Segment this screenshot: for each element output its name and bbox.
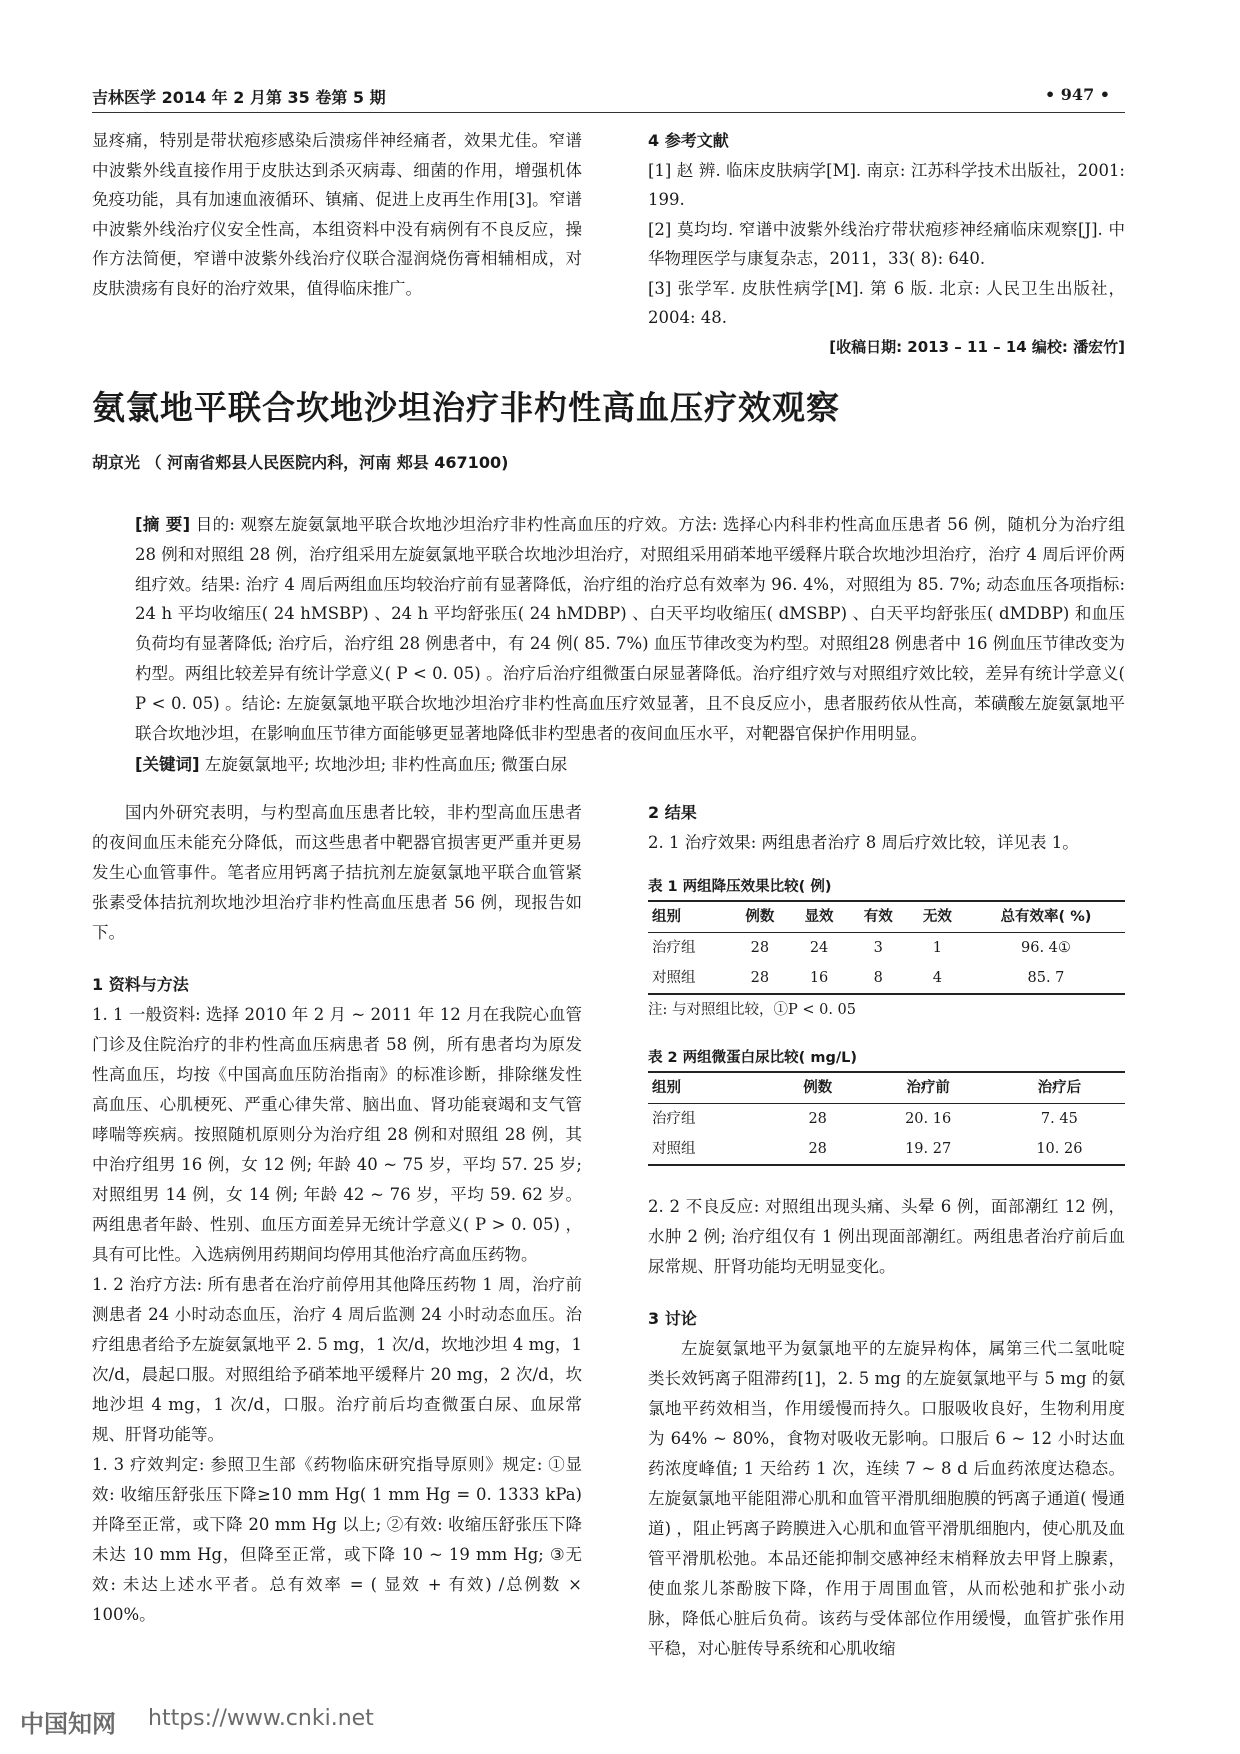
intro-paragraph: 国内外研究表明，与杓型高血压患者比较，非杓型高血压患者的夜间血压未能充分降低，而这些患者中靶器官损害更严重并更易发生心血管事件。笔者应用钙离子拮抗剂左旋氨氯地平联合血管紧张素受体拮抗剂坎地沙坦治疗非杓性高血压患者 56 例，现报告如下。 bbox=[92, 803, 582, 942]
table-cell: 20. 16 bbox=[905, 1111, 952, 1127]
body-left-column bbox=[92, 798, 582, 1630]
table-row bbox=[648, 933, 1125, 964]
table-header-cell: 总有效率( %) bbox=[967, 901, 1125, 933]
table-cell: 96. 4① bbox=[1021, 940, 1071, 956]
section-heading: 2 结果 bbox=[648, 803, 697, 822]
table-2 bbox=[648, 1045, 1125, 1166]
table-header-row bbox=[648, 901, 1125, 933]
table-caption: 表 2 两组微蛋白尿比较( mg/L) bbox=[648, 1050, 858, 1066]
table-cell: 对照组 bbox=[648, 1134, 773, 1165]
cnki-url[interactable]: https://www.cnki.net bbox=[148, 1706, 374, 1731]
article-title: 氨氯地平联合坎地沙坦治疗非杓性高血压疗效观察 bbox=[92, 388, 840, 427]
reference-item: [1] 赵 辨. 临床皮肤病学[M]. 南京: 江苏科学技术出版社，2001: 199. bbox=[648, 160, 1125, 209]
section-heading: 1 资料与方法 bbox=[92, 975, 189, 994]
table-row bbox=[648, 1134, 1125, 1165]
table-cell: 85. 7 bbox=[967, 963, 1125, 994]
table-cell: 16 bbox=[789, 963, 848, 994]
table-cell: 28 bbox=[750, 940, 770, 956]
received-date: [收稿日期: 2013 – 11 – 14 编校: 潘宏竹] bbox=[829, 337, 1125, 356]
table-note: 注: 与对照组比较，①P < 0. 05 bbox=[648, 1002, 857, 1018]
abstract-text: 目的: 观察左旋氨氯地平联合坎地沙坦治疗非杓性高血压的疗效。方法: 选择心内科非杓性高血压患者 56 例，随机分为治疗组 28 例和对照组 28 例，治疗组采用左旋氨氯地平联合坎地沙坦治疗，对照组采用硝苯地平缓释片联合坎地沙坦治疗，治疗 4 周后评价两组疗效。结果: 治疗 4 周后两组血压均较治疗前有显著降低，治疗组的治疗总有效率为 96. 4%，对照组为 85. 7%; 动态血压各项指标: 24 h 平均收缩压( 24 hMSBP) 、24 h 平均舒张压( 24 hMDBP) 、白天平均收缩压( dMSBP) 、白天平均舒张压( dMDBP) 和血压负荷均有显著降低; 治疗后，治疗组 28 例患者中，有 24 例( 85. 7%) 血压节律改变为杓型。对照组28 例患者中 16 例血压节律改变为杓型。两组比较差异有统计学意义( P < 0. 05) 。治疗后治疗组微蛋白尿显著降低。治疗组疗效与对照组疗效比较，差异有统计学意义( P < 0. 05) 。结论: 左旋氨氯地平联合坎地沙坦治疗非杓性高血压疗效显著，且不良反应小，患者服药依从性高，苯磺酸左旋氨氯地平联合坎地沙坦，在影响血压节律方面能够更显著地降低非杓型患者的夜间血压水平，对靶器官保护作用明显。 bbox=[135, 515, 1126, 743]
abstract-label: [摘 要] bbox=[135, 515, 191, 534]
reference-item: [3] 张学军. 皮肤性病学[M]. 第 6 版. 北京: 人民卫生出版社，2004: 48. bbox=[648, 278, 1125, 327]
table-cell: 7. 45 bbox=[1040, 1111, 1078, 1127]
header-rule bbox=[92, 112, 1125, 113]
table-header-cell: 例数 bbox=[773, 1072, 863, 1104]
table-cell: 24 bbox=[809, 940, 829, 956]
table-cell: 对照组 bbox=[648, 963, 730, 994]
table-header-cell: 例数 bbox=[730, 901, 789, 933]
table-cell: 28 bbox=[773, 1134, 863, 1165]
table-cell: 28 bbox=[730, 963, 789, 994]
table-cell: 8 bbox=[849, 963, 908, 994]
table-header-cell: 治疗后 bbox=[994, 1072, 1125, 1104]
table-cell: 治疗组 bbox=[652, 1111, 696, 1127]
keywords-text: 左旋氨氯地平; 坎地沙坦; 非杓性高血压; 微蛋白尿 bbox=[204, 755, 568, 775]
table-cell: 1 bbox=[932, 940, 942, 956]
table-header-row bbox=[648, 1072, 1125, 1104]
table-header-cell: 组别 bbox=[648, 1072, 773, 1104]
table-1 bbox=[648, 874, 1125, 1025]
table-1-grid bbox=[648, 900, 1125, 995]
section-1-1: 1. 1 一般资料: 选择 2010 年 2 月 ~ 2011 年 12 月在我院心血管门诊及住院治疗的非杓性高血压病患者 58 例，所有患者均为原发性高血压，均按《中国高血压防治指南》的标准诊断，排除继发性高血压、心肌梗死、严重心律失常、脑出血、肾功能衰竭和支气管哮喘等疾病。按照随机原则分为治疗组 28 例和对照组 28 例，其中治疗组男 16 例，女 12 例; 年龄 40 ~ 75 岁，平均 57. 25 岁; 对照组男 14 例，女 14 例; 年龄 42 ~ 76 岁，平均 59. 62 岁。两组患者年龄、性别、血压方面差异无统计学意义( P > 0. 05) ，具有可比性。入选病例用药期间均停用其他治疗高血压药物。 bbox=[92, 1005, 582, 1264]
reference-item: [2] 莫均均. 窄谱中波紫外线治疗带状疱疹神经痛临床观察[J]. 中华物理医学与康复杂志，2011，33( 8): 640. bbox=[648, 219, 1125, 268]
journal-header: 吉林医学 2014 年 2 月第 35 卷第 5 期 bbox=[92, 88, 386, 107]
section-2-1: 2. 1 治疗效果: 两组患者治疗 8 周后疗效比较，详见表 1。 bbox=[648, 833, 1079, 852]
references-heading: 4 参考文献 bbox=[648, 131, 729, 150]
page-number: • 947 • bbox=[1045, 85, 1110, 104]
cnki-logo: 中国知网 bbox=[20, 1710, 116, 1738]
table-row bbox=[648, 1104, 1125, 1135]
table-header-cell: 无效 bbox=[908, 901, 967, 933]
references-block bbox=[648, 126, 1125, 362]
table-header-cell: 组别 bbox=[648, 901, 730, 933]
article-author: 胡京光 （ 河南省郏县人民医院内科，河南 郏县 467100) bbox=[92, 453, 509, 472]
table-2-grid bbox=[648, 1071, 1125, 1166]
prev-article-text-block bbox=[92, 126, 582, 303]
table-cell: 3 bbox=[873, 940, 883, 956]
table-header-cell: 显效 bbox=[789, 901, 848, 933]
table-cell: 治疗组 bbox=[652, 940, 696, 956]
abstract-block bbox=[135, 510, 1125, 780]
table-header-cell: 治疗前 bbox=[863, 1072, 994, 1104]
table-row bbox=[648, 963, 1125, 994]
section-1-2: 1. 2 治疗方法: 所有患者在治疗前停用其他降压药物 1 周，治疗前测患者 24 小时动态血压，治疗 4 周后监测 24 小时动态血压。治疗组患者给予左旋氨氯地平 2. 5 mg，1 次/d，坎地沙坦 4 mg，1 次/d，晨起口服。对照组给予硝苯地平缓释片 20 mg，2 次/d，坎地沙坦 4 mg，1 次/d，口服。治疗前后均查微蛋白尿、血尿常规、肝肾功能等。 bbox=[92, 1275, 582, 1444]
table-cell: 10. 26 bbox=[994, 1134, 1125, 1165]
section-1-3: 1. 3 疗效判定: 参照卫生部《药物临床研究指导原则》规定: ①显效: 收缩压舒张压下降≥10 mm Hg( 1 mm Hg = 0. 1333 kPa) 并降至正常，或下降 20 mm Hg 以上; ②有效: 收缩压舒张压下降未达 10 mm Hg，但降至正常，或下降 10 ~ 19 mm Hg; ③无效: 未达上述水平者。总有效率 = ( 显效 + 有效) /总例数 × 100%。 bbox=[92, 1455, 582, 1624]
table-cell: 28 bbox=[808, 1111, 827, 1127]
section-3-text: 左旋氨氯地平为氨氯地平的左旋异构体，属第三代二氢吡啶类长效钙离子阻滞药[1]，2. 5 mg 的左旋氨氯地平与 5 mg 的氨氯地平药效相当，作用缓慢而持久。口服吸收良好，生物利用度为 64% ~ 80%，食物对吸收无影响。口服后 6 ~ 12 小时达血药浓度峰值; 1 天给药 1 次，连续 7 ~ 8 d 后血药浓度达稳态。左旋氨氯地平能阻滞心肌和血管平滑肌细胞膜的钙离子通道( 慢通道) ，阻止钙离子跨膜进入心肌和血管平滑肌细胞内，使心肌及血管平滑肌松弛。本品还能抑制交感神经末梢释放去甲肾上腺素，使血浆儿茶酚胺下降，作用于周围血管，从而松弛和扩张小动脉，降低心脏后负荷。该药与受体部位作用缓慢，血管扩张作用平稳，对心脏传导系统和心肌收缩 bbox=[648, 1339, 1125, 1658]
table-cell: 19. 27 bbox=[863, 1134, 994, 1165]
table-cell: 4 bbox=[908, 963, 967, 994]
keywords-label: [关键词] bbox=[135, 755, 200, 775]
section-2-2: 2. 2 不良反应: 对照组出现头痛、头晕 6 例，面部潮红 12 例，水肿 2 例; 治疗组仅有 1 例出现面部潮红。两组患者治疗前后血尿常规、肝肾功能均无明显变化。 bbox=[648, 1197, 1125, 1276]
prev-article-paragraph: 显疼痛，特别是带状疱疹感染后溃疡伴神经痛者，效果尤佳。窄谱中波紫外线直接作用于皮肤达到杀灭病毒、细菌的作用，增强机体免疫功能，具有加速血液循环、镇痛、促进上皮再生作用[3]。窄谱中波紫外线治疗仪安全性高，本组资料中没有病例有不良反应，操作方法简便，窄谱中波紫外线治疗仪联合湿润烧伤膏相辅相成，对皮肤溃疡有良好的治疗效果，值得临床推广。 bbox=[92, 131, 582, 298]
section-heading: 3 讨论 bbox=[648, 1309, 697, 1328]
table-header-cell: 有效 bbox=[849, 901, 908, 933]
table-caption: 表 1 两组降压效果比较( 例) bbox=[648, 879, 832, 895]
body-right-column bbox=[648, 798, 1125, 1664]
